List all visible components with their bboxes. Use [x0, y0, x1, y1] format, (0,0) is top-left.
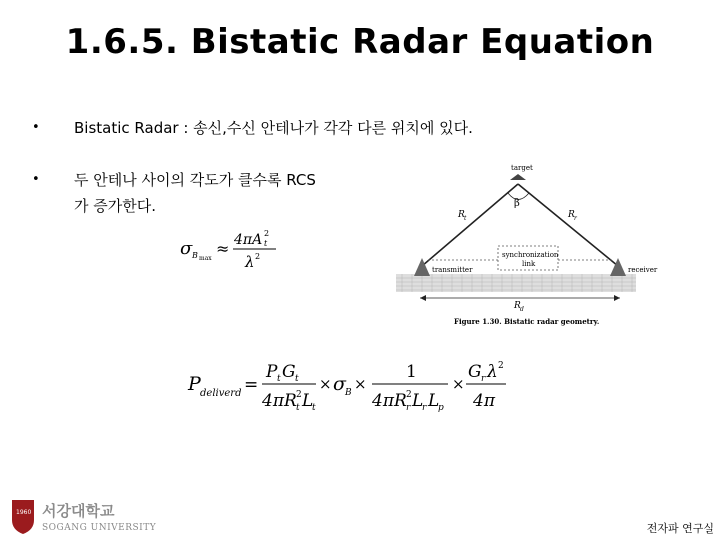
sigma-sub: B	[345, 388, 352, 398]
rr-sub: r	[574, 215, 577, 222]
logo-korean: 서강대학교	[42, 502, 115, 520]
f3-num-lambda-sup: 2	[498, 361, 504, 371]
f1-den-r-sub: t	[296, 403, 300, 413]
figure-caption: Figure 1.30. Bistatic radar geometry.	[454, 317, 600, 326]
sogang-university-logo	[8, 496, 158, 536]
f2-den-r-sub: r	[406, 403, 411, 413]
rr-label: R	[568, 210, 575, 220]
baseline-arrowhead-left	[420, 295, 426, 301]
sigma: σ	[333, 373, 346, 395]
target-icon	[510, 174, 526, 180]
rcs-numerator: 4πA	[234, 232, 263, 248]
target-label: target	[511, 164, 533, 172]
power-lhs-sub: deliverd	[200, 388, 242, 399]
transmitter-label: transmitter	[432, 266, 473, 274]
baseline-arrowhead-right	[614, 295, 620, 301]
power-lhs: P	[188, 373, 201, 395]
rcs-denominator: λ	[245, 253, 255, 271]
rcs-num-sub: t	[264, 239, 268, 248]
times-2: ×	[354, 375, 367, 393]
bistatic-geometry-figure	[392, 160, 658, 332]
lab-name: 전자파 연구실	[646, 522, 714, 535]
f3-num-g-sub: r	[481, 374, 486, 384]
f3-num-lambda: λ	[487, 362, 498, 382]
f1-num-g-sub: t	[295, 374, 299, 384]
f2-den-lr-sub: r	[422, 403, 427, 413]
f2-den-r-sup: 2	[406, 390, 412, 400]
beta-label: β	[514, 198, 520, 209]
f1-den-r: 4πR	[262, 391, 297, 411]
f1-num-p: P	[266, 362, 278, 382]
sync-label-line1: synchronization	[502, 251, 559, 259]
emblem-text: 1960	[16, 509, 32, 516]
f1-den-r-sup: 2	[296, 390, 302, 400]
f2-num: 1	[406, 362, 417, 382]
times-1: ×	[319, 375, 332, 393]
rcs-lhs-sub: B	[192, 251, 198, 260]
rcs-approx: ≈	[216, 239, 230, 258]
power-eq-sign: =	[244, 375, 259, 395]
f1-den-l-sub: t	[312, 403, 316, 413]
rcs-den-sup: 2	[255, 252, 261, 261]
rt-label: R	[458, 210, 465, 220]
logo-english: SOGANG UNIVERSITY	[42, 523, 157, 533]
f1-num-p-sub: t	[277, 374, 281, 384]
bullet-glyph: •	[32, 120, 40, 135]
bullet-glyph: •	[32, 172, 40, 187]
power-equation	[186, 356, 516, 418]
bullet-2-text-line2: 가 증가한다.	[74, 197, 156, 215]
baseline-sub: d	[520, 306, 524, 313]
f1-num-g: G	[282, 362, 296, 382]
f2-den-r: 4πR	[372, 391, 407, 411]
receiver-label: receiver	[628, 266, 658, 274]
slide-title: 1.6.5. Bistatic Radar Equation	[65, 22, 655, 62]
rt-sub: t	[464, 215, 467, 222]
f3-num-g: G	[468, 362, 482, 382]
times-3: ×	[452, 375, 465, 393]
f2-den-lp: L	[428, 391, 440, 411]
bullet-1-text: Bistatic Radar : 송신,수신 안테나가 각각 다른 위치에 있다.	[74, 119, 473, 137]
baseline-label: R	[514, 301, 521, 311]
f1-den-l: L	[302, 391, 314, 411]
university-emblem	[12, 500, 34, 534]
f2-den-lr: L	[412, 391, 424, 411]
bullet-2-text: 두 안테나 사이의 각도가 클수록 RCS	[74, 171, 316, 189]
sync-label-line2: link	[522, 260, 536, 268]
rcs-num-sup: 2	[264, 229, 270, 238]
f2-den-lp-sub: p	[438, 403, 444, 413]
rcs-equation	[178, 226, 288, 274]
rcs-lhs-subsub: max	[199, 255, 212, 262]
rcs-lhs: σ	[180, 238, 193, 259]
f3-den: 4π	[473, 391, 495, 411]
